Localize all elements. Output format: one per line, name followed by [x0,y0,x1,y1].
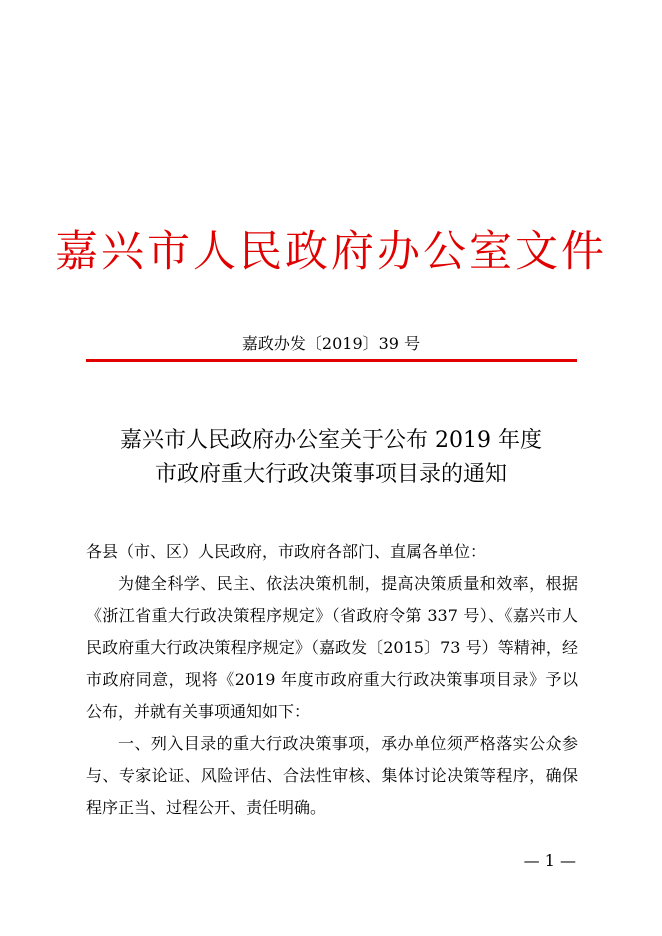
notice-title [0,424,662,492]
salutation: 各县（市、区）人民政府，市政府各部门、直属各单位： [86,542,487,561]
body-paragraph-1: 为健全科学、民主、依法决策机制，提高决策质量和效率，根据《浙江省重大行政决策程序规定》（省政府令第 337 号）、《嘉兴市人民政府重大行政决策程序规定》（嘉政发〔2015〕73 号）等精神，经市政府同意，现将《2019 年度市政府重大行政决策事项目录》予以公布，并就有关事项通知如下： [86,574,578,721]
notice-title-line-1: 嘉兴市人民政府办公室关于公布 2019 年度 [120,428,542,453]
page-number: — 1 — [523,851,576,870]
notice-body [86,536,578,824]
red-divider-line [86,359,577,362]
document-number: 嘉政办发〔2019〕39 号 [241,334,421,353]
body-paragraph-2: 一、列入目录的重大行政决策事项，承办单位须严格落实公众参与、专家论证、风险评估、合法性审核、集体讨论决策等程序，确保程序正当、过程公开、责任明确。 [86,734,578,817]
issuer-title: 嘉兴市人民政府办公室文件 [55,227,607,277]
notice-title-line-2: 市政府重大行政决策事项目录的通知 [154,462,507,487]
